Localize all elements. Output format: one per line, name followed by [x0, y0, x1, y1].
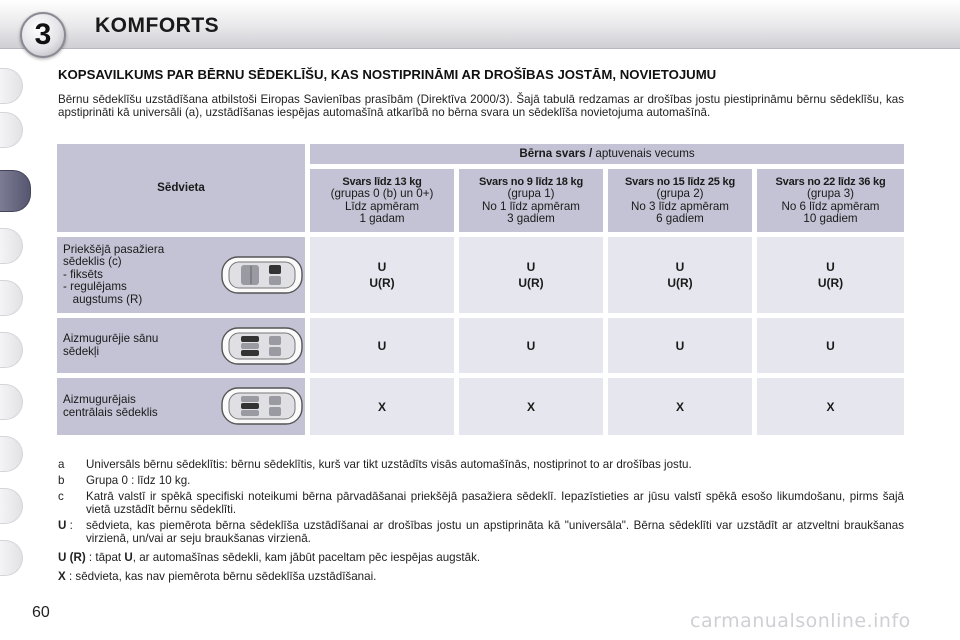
group-line: 1 gadam	[359, 212, 405, 225]
cell-value: U	[826, 338, 835, 353]
group-title: Svars līdz 13 kg	[342, 175, 422, 188]
footnote-key-wrap	[58, 519, 73, 532]
table-cell	[459, 237, 603, 313]
table-cell	[310, 378, 454, 435]
weight-column-header	[310, 144, 904, 164]
footnote-c	[58, 490, 904, 516]
footnote-key: b	[58, 474, 65, 487]
group-line: 6 gadiem	[656, 212, 704, 225]
cell-value: U	[526, 260, 536, 274]
weight-header-rest: aptuvenais vecums	[592, 146, 695, 160]
intro-paragraph: Bērnu sēdeklīšu uzstādīšana atbilstoši Eiropas Savienības prasībām (Direktīva 2000/3). Šajā tabulā redzamas ar drošības jostu piestiprināmu bērnu sēdeklīšu, kas apstiprināti kā universāli (a), uzstādīšanas iespējas automašīnā atkarībā no bērna svara un sēdeklīša novietojuma automašīnā.	[58, 93, 904, 119]
car-seat-diagram-rear-side	[221, 325, 303, 367]
footnote-text: : sēdvieta, kas nav piemērota bērnu sēdeklīša uzstādīšanai.	[65, 570, 377, 583]
footnote-bold: U	[124, 551, 133, 564]
chapter-tab[interactable]	[0, 228, 23, 264]
seat-label-line: sēdekļi	[63, 344, 100, 358]
footnote-key: U	[58, 519, 67, 532]
chapter-number-badge: 3	[20, 12, 66, 58]
table-cell	[608, 378, 752, 435]
group-title: Svars no 22 līdz 36 kg	[775, 175, 886, 188]
footnote-ur	[58, 551, 904, 564]
weight-header-bold: Bērna svars /	[519, 146, 593, 160]
chapter-tab[interactable]	[0, 112, 23, 148]
seat-label-line: Aizmugurējais	[63, 393, 136, 406]
group-header	[608, 169, 752, 232]
table-cell	[757, 378, 904, 435]
group-line: (grupa 2)	[656, 187, 704, 200]
cell-value: U	[675, 338, 685, 353]
footnote-text: Katrā valstī ir spēkā specifiski noteikumi bērna pārvadāšanai priekšējā pasažiera sēdeklī. Iepazīstieties ar jūsu valstī spēkā esošo likumdošanu, pirms šajā vietā uzstādīt bērnu sēdeklīti.	[86, 490, 904, 516]
seat-label-line: augstums (R)	[63, 292, 143, 306]
chapter-title: KOMFORTS	[95, 14, 220, 37]
seat-header-label: Sēdvieta	[157, 180, 205, 194]
chapter-tab-strip	[0, 48, 34, 588]
chapter-tab[interactable]	[0, 280, 23, 316]
footnote-text: , ar automašīnas sēdekli, kam jābūt paceltam pēc iespējas augstāk.	[132, 551, 481, 564]
footnote-text: : tāpat	[85, 551, 125, 564]
cell-value: U	[826, 260, 835, 274]
footnote-text: sēdvieta, kas piemērota bērna sēdeklīša uzstādīšanai ar drošības jostu un apstiprināta kā "universāla". Bērna sēdeklīti var uzstādīt ar atzveltni braukšanas virzienā, un/vai ar seju braukšanas virzienā.	[86, 519, 904, 545]
footnote-text: Universāls bērnu sēdeklītis: bērnu sēdeklītis, kurš var tikt uzstādīts visās automašīnās, nostiprinot to ar drošības jostu.	[86, 458, 692, 471]
car-seat-diagram-rear-center	[221, 385, 303, 427]
footnote-b	[58, 474, 904, 487]
table-cell	[310, 237, 454, 313]
chapter-tab[interactable]	[0, 68, 23, 104]
group-line: No 6 līdz apmēram	[781, 199, 880, 213]
cell-value: X	[526, 399, 535, 414]
chapter-tab[interactable]	[0, 488, 23, 524]
group-header	[310, 169, 454, 232]
cell-value: U(R)	[667, 276, 693, 290]
footnote-sep: :	[66, 519, 73, 532]
chapter-tab[interactable]	[0, 384, 23, 420]
table-cell	[459, 318, 603, 373]
footnote-key: X	[58, 570, 66, 583]
footnotes	[58, 458, 904, 589]
group-header	[757, 169, 904, 232]
group-title: Svars no 15 līdz 25 kg	[625, 175, 735, 188]
group-line: No 3 līdz apmēram	[631, 199, 729, 213]
group-header	[459, 169, 603, 232]
cell-value: U	[526, 338, 536, 353]
group-title: Svars no 9 līdz 18 kg	[478, 175, 583, 188]
group-line: 3 gadiem	[507, 212, 555, 225]
group-line: 10 gadiem	[803, 212, 858, 225]
section-title: KOPSAVILKUMS PAR BĒRNU SĒDEKLĪŠU, KAS NOSTIPRINĀMI AR DROŠĪBAS JOSTĀM, NOVIETOJUMU	[58, 67, 717, 82]
seat-label-line: - regulējams	[63, 280, 127, 294]
watermark: carmanualsonline.info	[690, 610, 911, 632]
cell-value: U	[675, 260, 685, 274]
seat-label-line: Aizmugurējie sānu	[63, 332, 159, 345]
seat-column-header	[57, 144, 305, 232]
group-line: (grupas 0 (b) un 0+)	[330, 187, 434, 200]
seat-label-line: Priekšējā pasažiera	[63, 242, 165, 256]
chapter-tab[interactable]	[0, 436, 23, 472]
footnote-text: Grupa 0 : līdz 10 kg.	[86, 474, 191, 487]
table-cell	[310, 318, 454, 373]
footnote-key: c	[58, 490, 64, 503]
group-line: (grupa 3)	[806, 187, 855, 200]
table-cell	[757, 237, 904, 313]
group-line: (grupa 1)	[507, 187, 555, 200]
group-line: No 1 līdz apmēram	[482, 199, 580, 213]
car-seat-diagram-front-passenger	[221, 254, 303, 296]
footnote-key: U (R)	[58, 551, 86, 564]
cell-value: U(R)	[369, 276, 395, 290]
table-cell	[608, 237, 752, 313]
chapter-tab[interactable]	[0, 540, 23, 576]
table-cell	[608, 318, 752, 373]
group-line: Līdz apmēram	[344, 199, 420, 213]
table-cell	[757, 318, 904, 373]
table-cell	[459, 378, 603, 435]
footnote-a	[58, 458, 904, 471]
seat-label-line: sēdeklis (c)	[63, 255, 122, 269]
chapter-tab-active[interactable]	[0, 170, 31, 212]
seat-label-line: - fiksēts	[63, 267, 103, 281]
cell-value: U(R)	[518, 276, 544, 290]
page-number: 60	[32, 604, 50, 621]
footnote-x	[58, 570, 904, 583]
cell-value: U	[377, 338, 387, 353]
footnote-key: a	[58, 458, 65, 471]
cell-value: X	[675, 399, 684, 414]
cell-value: U(R)	[817, 276, 844, 290]
cell-value: X	[377, 399, 386, 414]
footnote-u	[58, 519, 904, 545]
cell-value: X	[826, 399, 835, 414]
chapter-tab[interactable]	[0, 332, 23, 368]
cell-value: U	[377, 260, 387, 274]
seat-label-line: centrālais sēdeklis	[63, 405, 158, 419]
